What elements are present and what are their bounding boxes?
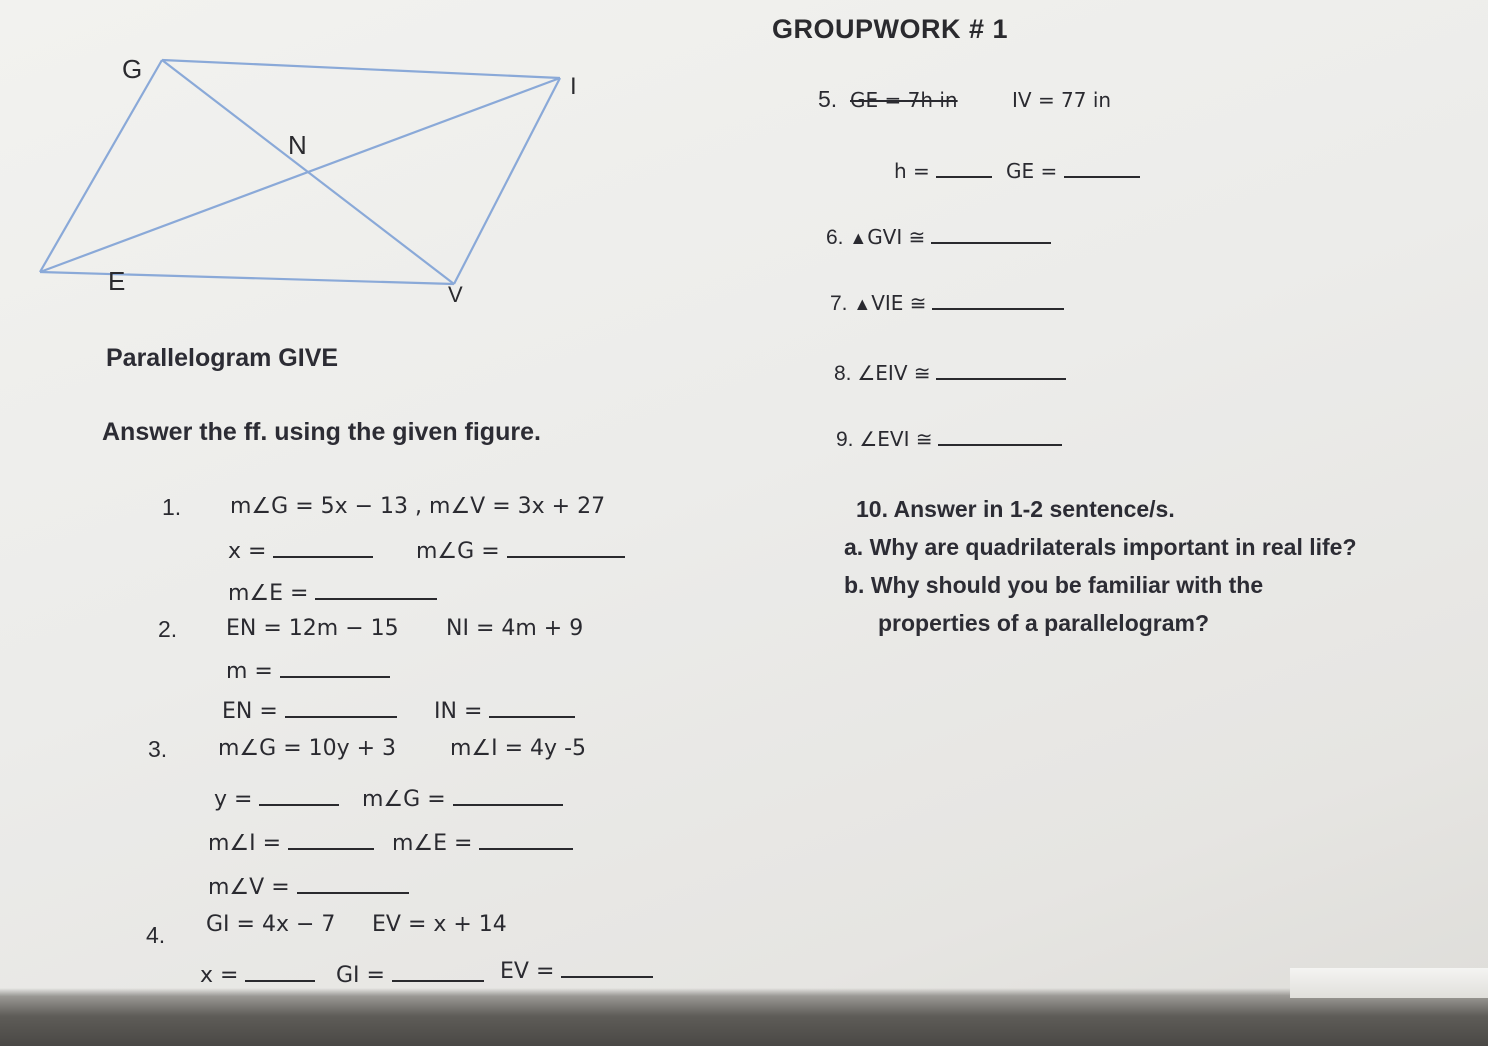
- q1-mg-row: [416, 536, 625, 564]
- q3-y-answer-blank[interactable]: [259, 784, 339, 806]
- q1-number: 1.: [162, 494, 182, 520]
- q4-ev-answer-blank[interactable]: [561, 956, 653, 978]
- q3-mv-row: [208, 872, 409, 900]
- q2-en-label: EN =: [222, 699, 278, 724]
- side-iv: [454, 78, 560, 284]
- q4-gi-label: GI =: [336, 963, 385, 988]
- q8-number: 8.: [834, 362, 852, 385]
- q7-answer-blank[interactable]: [932, 288, 1064, 310]
- q3-mi-answer-blank[interactable]: [288, 828, 374, 850]
- q5-h-row: [894, 156, 992, 183]
- triangle-icon: ▲: [849, 228, 868, 248]
- q3-mg-answer-blank[interactable]: [453, 784, 563, 806]
- q1-mg-answer-blank[interactable]: [507, 536, 625, 558]
- q8-answer-blank[interactable]: [936, 358, 1066, 380]
- q3-me-row: [392, 828, 573, 856]
- q4-ev-label: EV =: [500, 959, 555, 984]
- q9-answer-blank[interactable]: [938, 424, 1062, 446]
- q4-given-ev: EV = x + 14: [372, 912, 507, 937]
- q7-row: [830, 288, 1064, 316]
- q7-statement: VIE ≅: [871, 291, 927, 315]
- q4-x-label: x =: [200, 963, 239, 988]
- q10-part-a: a. Why are quadrilaterals important in real life?: [844, 534, 1357, 560]
- q5-ge-row: [1006, 156, 1140, 183]
- side-gi: [162, 60, 560, 78]
- q3-me-answer-blank[interactable]: [479, 828, 573, 850]
- q4-gi-row: [336, 960, 484, 988]
- q2-in-row: [434, 696, 575, 724]
- q7-number: 7.: [830, 292, 848, 315]
- q6-statement: GVI ≅: [867, 225, 926, 249]
- q4-x-answer-blank[interactable]: [245, 960, 315, 982]
- q3-given-g: m∠G = 10y + 3: [218, 736, 397, 761]
- q10-heading: 10. Answer in 1-2 sentence/s.: [856, 496, 1175, 522]
- q5-given-ge: GE = 7h in: [850, 88, 958, 112]
- q2-en-answer-blank[interactable]: [285, 696, 397, 718]
- parallelogram-lines: [40, 60, 560, 284]
- q3-mg-row: [362, 784, 563, 812]
- q10-part-b-line1: b. Why should you be familiar with the: [844, 572, 1264, 598]
- q1-me-row: [228, 578, 437, 606]
- q2-m-label: m =: [226, 659, 273, 684]
- q1-x-label: x =: [228, 539, 267, 564]
- q4-x-row: [200, 960, 315, 988]
- vertex-label-g: G: [122, 54, 143, 84]
- q2-en-row: [222, 696, 397, 724]
- triangle-icon: ▲: [853, 294, 872, 314]
- q3-mi-row: [208, 828, 374, 856]
- q9-row: [836, 424, 1062, 452]
- q1-mg-label: m∠G =: [416, 539, 500, 564]
- q1-me-answer-blank[interactable]: [315, 578, 437, 600]
- q4-ev-row: [500, 956, 653, 984]
- diagonal-ei: [40, 78, 560, 272]
- q3-mg-label: m∠G =: [362, 787, 446, 812]
- q2-given-ni: NI = 4m + 9: [446, 616, 584, 641]
- q3-mv-label: m∠V =: [208, 875, 290, 900]
- q4-gi-answer-blank[interactable]: [392, 960, 484, 982]
- vertex-label-v: V: [448, 282, 463, 307]
- q5-h-answer-blank[interactable]: [936, 156, 992, 178]
- page-title: GROUPWORK # 1: [772, 14, 1009, 44]
- q4-number: 4.: [146, 922, 166, 948]
- q3-y-label: y =: [214, 787, 253, 812]
- q2-m-row: [226, 656, 390, 684]
- q2-number: 2.: [158, 616, 178, 642]
- q1-x-answer-blank[interactable]: [273, 536, 373, 558]
- side-eg: [40, 60, 162, 272]
- q3-y-row: [214, 784, 339, 812]
- q10-part-b-line2: properties of a parallelogram?: [878, 610, 1210, 636]
- q5-ge-label: GE =: [1006, 159, 1058, 183]
- q8-statement: ∠EIV ≅: [857, 361, 931, 385]
- q9-number: 9.: [836, 428, 854, 451]
- q5-ge-answer-blank[interactable]: [1064, 156, 1140, 178]
- side-ve: [40, 272, 454, 284]
- q3-mv-answer-blank[interactable]: [297, 872, 409, 894]
- q8-row: [834, 358, 1066, 386]
- q2-in-label: IN =: [434, 699, 483, 724]
- q3-mi-label: m∠I =: [208, 831, 282, 856]
- page-bottom-shadow: [0, 996, 1488, 1046]
- vertex-label-n: N: [288, 130, 307, 160]
- q6-answer-blank[interactable]: [931, 222, 1051, 244]
- q9-statement: ∠EVI ≅: [859, 427, 933, 451]
- q4-given-gi: GI = 4x − 7: [206, 912, 336, 937]
- q3-given-i: m∠I = 4y -5: [450, 736, 587, 761]
- figure-caption: Parallelogram GIVE: [106, 344, 339, 372]
- q1-x-row: [228, 536, 373, 564]
- q2-in-answer-blank[interactable]: [489, 696, 575, 718]
- q5-given-iv: IV = 77 in: [1012, 88, 1112, 112]
- vertex-label-i: I: [570, 73, 577, 100]
- q2-given-en: EN = 12m − 15: [226, 616, 399, 641]
- q3-me-label: m∠E =: [392, 831, 473, 856]
- q1-me-label: m∠E =: [228, 581, 309, 606]
- page-corner: [1290, 968, 1488, 998]
- q3-number: 3.: [148, 736, 168, 762]
- instruction: Answer the ff. using the given figure.: [102, 418, 541, 446]
- q6-number: 6.: [826, 226, 844, 249]
- q5-h-label: h =: [894, 159, 930, 183]
- q6-row: [826, 222, 1051, 250]
- q5-number: 5.: [818, 86, 838, 112]
- q1-given: m∠G = 5x − 13 , m∠V = 3x + 27: [230, 494, 606, 519]
- vertex-label-e: E: [108, 266, 126, 296]
- parallelogram-figure: [0, 0, 620, 320]
- q2-m-answer-blank[interactable]: [280, 656, 390, 678]
